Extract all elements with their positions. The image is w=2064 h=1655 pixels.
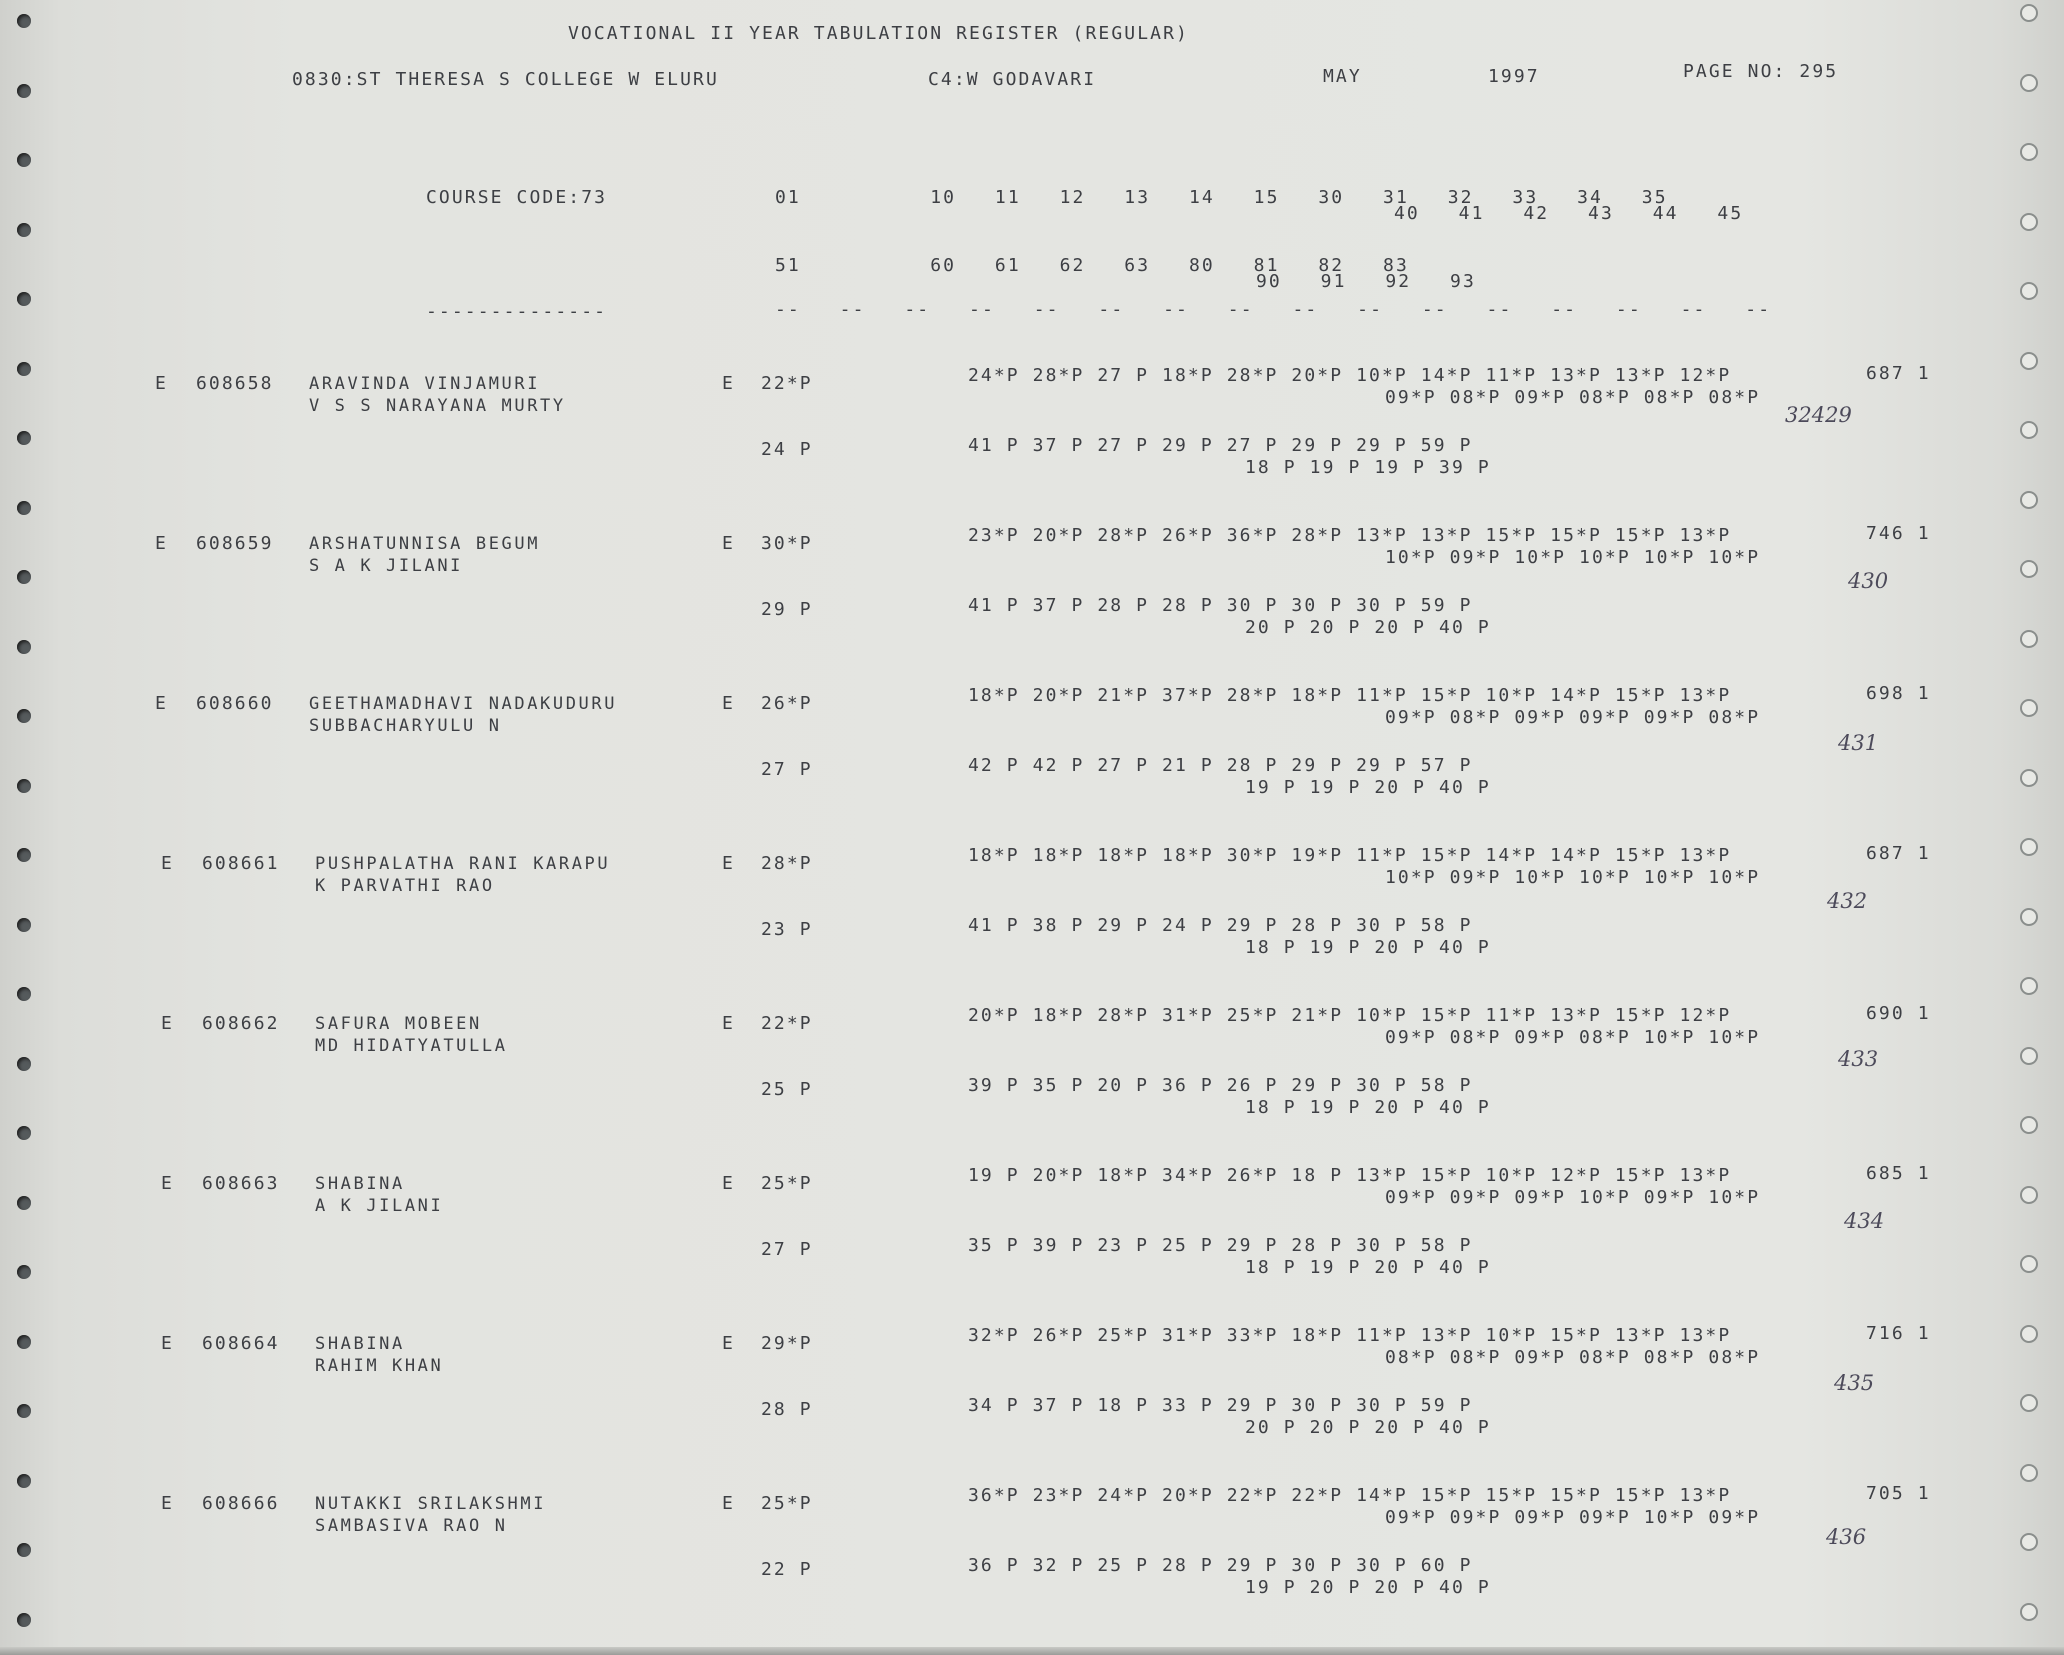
first-year-code: E: [722, 1173, 735, 1194]
tractor-hole: [17, 1057, 31, 1071]
subject-marks-row1: 18*P 18*P 18*P 18*P 30*P 19*P 11*P 15*P 14*P 14*P 15*P 13*P: [968, 845, 1732, 866]
subject-marks-row1b: 10*P 09*P 10*P 10*P 10*P 10*P: [1385, 867, 1761, 888]
tractor-hole: [17, 1126, 31, 1140]
subject-marks-row2b: 18 P 19 P 19 P 39 P: [1245, 457, 1491, 478]
page-number: PAGE NO: 295: [1683, 61, 1839, 82]
subject-marks-row1b: 09*P 09*P 09*P 09*P 10*P 09*P: [1385, 1507, 1761, 1528]
second-year-mark: 22 P: [761, 1559, 813, 1580]
tractor-hole: [17, 1196, 31, 1210]
tractor-hole: [17, 501, 31, 515]
column-dash-line: -- -- -- -- -- -- -- -- -- -- -- -- -- -- -- --: [775, 299, 1772, 320]
subject-marks-row1b: 09*P 08*P 09*P 09*P 09*P 08*P: [1385, 707, 1761, 728]
roll-number: 608666: [202, 1493, 280, 1514]
student-name: PUSHPALATHA RANI KARAPU: [315, 854, 611, 874]
record-prefix: E: [155, 533, 168, 554]
second-year-mark: 29 P: [761, 599, 813, 620]
total-marks: 690 1: [1866, 1003, 1931, 1024]
left-tractor-strip: [0, 0, 70, 1655]
tractor-hole: [2020, 1255, 2038, 1273]
handwritten-serial: 433: [1838, 1047, 1879, 1071]
first-year-code: E: [722, 1013, 735, 1034]
tractor-hole: [2020, 213, 2038, 231]
tractor-hole: [17, 292, 31, 306]
subject-marks-row1b: 09*P 08*P 09*P 08*P 08*P 08*P: [1385, 387, 1761, 408]
subject-marks-row2b: 20 P 20 P 20 P 40 P: [1245, 617, 1491, 638]
subject-codes-row2b: 90 91 92 93: [1256, 271, 1476, 292]
tractor-hole: [2020, 1394, 2038, 1412]
roll-number: 608663: [202, 1173, 280, 1194]
tractor-hole: [17, 1474, 31, 1488]
tractor-hole: [17, 987, 31, 1001]
record-prefix: E: [161, 1493, 174, 1514]
record-prefix: E: [161, 853, 174, 874]
tractor-hole: [17, 14, 31, 28]
subject-marks-row2: 41 P 37 P 27 P 29 P 27 P 29 P 29 P 59 P: [968, 435, 1473, 456]
subject-marks-row2b: 19 P 20 P 20 P 40 P: [1245, 1577, 1491, 1598]
first-year-mark: 22*P: [761, 1013, 813, 1034]
subject-marks-row2b: 18 P 19 P 20 P 40 P: [1245, 1257, 1491, 1278]
tractor-hole: [2020, 4, 2038, 22]
first-year-mark: 25*P: [761, 1173, 813, 1194]
total-marks: 698 1: [1866, 683, 1931, 704]
roll-number: 608658: [196, 373, 274, 394]
record-prefix: E: [161, 1333, 174, 1354]
tractor-hole: [2020, 1533, 2038, 1551]
subject-marks-row1: 18*P 20*P 21*P 37*P 28*P 18*P 11*P 15*P 10*P 14*P 15*P 13*P: [968, 685, 1732, 706]
tractor-hole: [2020, 491, 2038, 509]
first-year-code: E: [722, 853, 735, 874]
tractor-hole: [17, 709, 31, 723]
subject-marks-row2: 34 P 37 P 18 P 33 P 29 P 30 P 30 P 59 P: [968, 1395, 1473, 1416]
tractor-hole: [17, 84, 31, 98]
subject-marks-row1b: 09*P 09*P 09*P 10*P 09*P 10*P: [1385, 1187, 1761, 1208]
subject-marks-row1: 20*P 18*P 28*P 31*P 25*P 21*P 10*P 15*P 11*P 13*P 15*P 12*P: [968, 1005, 1732, 1026]
tractor-hole: [17, 918, 31, 932]
first-year-code: E: [722, 373, 735, 394]
tractor-hole: [2020, 1464, 2038, 1482]
subject-marks-row2: 39 P 35 P 20 P 36 P 26 P 29 P 30 P 58 P: [968, 1075, 1473, 1096]
total-marks: 685 1: [1866, 1163, 1931, 1184]
subject-marks-row2b: 18 P 19 P 20 P 40 P: [1245, 1097, 1491, 1118]
tractor-hole: [2020, 421, 2038, 439]
tractor-hole: [17, 570, 31, 584]
tractor-hole: [2020, 352, 2038, 370]
first-year-code: E: [722, 1333, 735, 1354]
first-year-mark: 30*P: [761, 533, 813, 554]
tractor-hole: [17, 1265, 31, 1279]
tractor-hole: [2020, 282, 2038, 300]
first-year-code: E: [722, 533, 735, 554]
second-year-mark: 27 P: [761, 1239, 813, 1260]
tractor-hole: [2020, 838, 2038, 856]
tractor-hole: [17, 362, 31, 376]
subject-marks-row2: 42 P 42 P 27 P 21 P 28 P 29 P 29 P 57 P: [968, 755, 1473, 776]
tractor-hole: [2020, 74, 2038, 92]
roll-number: 608662: [202, 1013, 280, 1034]
roll-number: 608660: [196, 693, 274, 714]
tractor-hole: [2020, 908, 2038, 926]
handwritten-serial: 432: [1827, 889, 1868, 913]
student-name: SHABINA: [315, 1174, 405, 1194]
first-year-mark: 29*P: [761, 1333, 813, 1354]
tractor-hole: [2020, 1047, 2038, 1065]
district-name: C4:W GODAVARI: [928, 69, 1097, 90]
handwritten-serial: 32429: [1785, 403, 1852, 427]
total-marks: 687 1: [1866, 363, 1931, 384]
total-marks: 687 1: [1866, 843, 1931, 864]
parent-name: SUBBACHARYULU N: [309, 716, 502, 736]
tractor-hole: [17, 1613, 31, 1627]
record-prefix: E: [161, 1013, 174, 1034]
second-year-mark: 23 P: [761, 919, 813, 940]
parent-name: RAHIM KHAN: [315, 1356, 444, 1376]
student-name: SAFURA MOBEEN: [315, 1014, 482, 1034]
subject-codes-row1: 01 10 11 12 13 14 15 30 31 32 33 34 35: [775, 187, 1668, 208]
total-marks: 746 1: [1866, 523, 1931, 544]
first-year-mark: 22*P: [761, 373, 813, 394]
page-bottom-edge: [0, 1647, 2064, 1655]
subject-codes-row2: 51 60 61 62 63 80 81 82 83: [775, 255, 1409, 276]
handwritten-serial: 430: [1848, 569, 1889, 593]
first-year-code: E: [722, 693, 735, 714]
parent-name: A K JILANI: [315, 1196, 444, 1216]
college-name: 0830:ST THERESA S COLLEGE W ELURU: [292, 69, 719, 90]
student-name: ARAVINDA VINJAMURI: [309, 374, 541, 394]
tractor-hole: [2020, 560, 2038, 578]
tractor-hole: [2020, 769, 2038, 787]
subject-codes-row1b: 40 41 42 43 44 45: [1394, 203, 1744, 224]
subject-marks-row2: 41 P 37 P 28 P 28 P 30 P 30 P 30 P 59 P: [968, 595, 1473, 616]
subject-marks-row2b: 20 P 20 P 20 P 40 P: [1245, 1417, 1491, 1438]
course-dash-line: --------------: [426, 301, 608, 322]
tractor-hole: [17, 848, 31, 862]
tractor-hole: [17, 153, 31, 167]
subject-marks-row1: 32*P 26*P 25*P 31*P 33*P 18*P 11*P 13*P 10*P 15*P 13*P 13*P: [968, 1325, 1732, 1346]
subject-marks-row1: 24*P 28*P 27 P 18*P 28*P 20*P 10*P 14*P 11*P 13*P 13*P 12*P: [968, 365, 1732, 386]
tractor-hole: [17, 640, 31, 654]
exam-month: MAY: [1323, 66, 1362, 87]
parent-name: S A K JILANI: [309, 556, 464, 576]
register-title: VOCATIONAL II YEAR TABULATION REGISTER (REGULAR): [568, 23, 1189, 44]
tractor-hole: [2020, 699, 2038, 717]
first-year-code: E: [722, 1493, 735, 1514]
subject-marks-row2: 36 P 32 P 25 P 28 P 29 P 30 P 30 P 60 P: [968, 1555, 1473, 1576]
subject-marks-row1b: 09*P 08*P 09*P 08*P 10*P 10*P: [1385, 1027, 1761, 1048]
tractor-hole: [2020, 1116, 2038, 1134]
subject-marks-row2b: 19 P 19 P 20 P 40 P: [1245, 777, 1491, 798]
tractor-hole: [17, 779, 31, 793]
record-prefix: E: [155, 373, 168, 394]
exam-year: 1997: [1488, 66, 1540, 87]
tractor-hole: [2020, 1603, 2038, 1621]
total-marks: 705 1: [1866, 1483, 1931, 1504]
parent-name: SAMBASIVA RAO N: [315, 1516, 508, 1536]
right-tractor-strip: [1994, 0, 2064, 1655]
subject-marks-row1b: 08*P 08*P 09*P 08*P 08*P 08*P: [1385, 1347, 1761, 1368]
student-name: GEETHAMADHAVI NADAKUDURU: [309, 694, 618, 714]
tractor-hole: [17, 223, 31, 237]
roll-number: 608659: [196, 533, 274, 554]
subject-marks-row1b: 10*P 09*P 10*P 10*P 10*P 10*P: [1385, 547, 1761, 568]
parent-name: K PARVATHI RAO: [315, 876, 495, 896]
parent-name: MD HIDATYATULLA: [315, 1036, 508, 1056]
tractor-hole: [17, 1404, 31, 1418]
subject-marks-row1: 19 P 20*P 18*P 34*P 26*P 18 P 13*P 15*P 10*P 12*P 15*P 13*P: [968, 1165, 1732, 1186]
roll-number: 608661: [202, 853, 280, 874]
tractor-hole: [2020, 977, 2038, 995]
second-year-mark: 28 P: [761, 1399, 813, 1420]
subject-marks-row2b: 18 P 19 P 20 P 40 P: [1245, 937, 1491, 958]
total-marks: 716 1: [1866, 1323, 1931, 1344]
handwritten-serial: 434: [1844, 1209, 1885, 1233]
handwritten-serial: 436: [1826, 1525, 1867, 1549]
handwritten-serial: 435: [1834, 1371, 1875, 1395]
tractor-hole: [17, 431, 31, 445]
record-prefix: E: [155, 693, 168, 714]
second-year-mark: 24 P: [761, 439, 813, 460]
first-year-mark: 26*P: [761, 693, 813, 714]
tractor-hole: [2020, 143, 2038, 161]
tractor-hole: [2020, 630, 2038, 648]
subject-marks-row2: 35 P 39 P 23 P 25 P 29 P 28 P 30 P 58 P: [968, 1235, 1473, 1256]
tractor-hole: [17, 1543, 31, 1557]
first-year-mark: 28*P: [761, 853, 813, 874]
tractor-hole: [2020, 1186, 2038, 1204]
handwritten-serial: 431: [1838, 731, 1879, 755]
first-year-mark: 25*P: [761, 1493, 813, 1514]
tractor-hole: [17, 1335, 31, 1349]
subject-marks-row2: 41 P 38 P 29 P 24 P 29 P 28 P 30 P 58 P: [968, 915, 1473, 936]
subject-marks-row1: 36*P 23*P 24*P 20*P 22*P 22*P 14*P 15*P 15*P 15*P 15*P 13*P: [968, 1485, 1732, 1506]
record-prefix: E: [161, 1173, 174, 1194]
student-name: NUTAKKI SRILAKSHMI: [315, 1494, 547, 1514]
second-year-mark: 25 P: [761, 1079, 813, 1100]
student-name: ARSHATUNNISA BEGUM: [309, 534, 541, 554]
tractor-hole: [2020, 1325, 2038, 1343]
second-year-mark: 27 P: [761, 759, 813, 780]
course-code: COURSE CODE:73: [426, 187, 608, 208]
subject-marks-row1: 23*P 20*P 28*P 26*P 36*P 28*P 13*P 13*P 15*P 15*P 15*P 13*P: [968, 525, 1732, 546]
roll-number: 608664: [202, 1333, 280, 1354]
parent-name: V S S NARAYANA MURTY: [309, 396, 566, 416]
student-name: SHABINA: [315, 1334, 405, 1354]
